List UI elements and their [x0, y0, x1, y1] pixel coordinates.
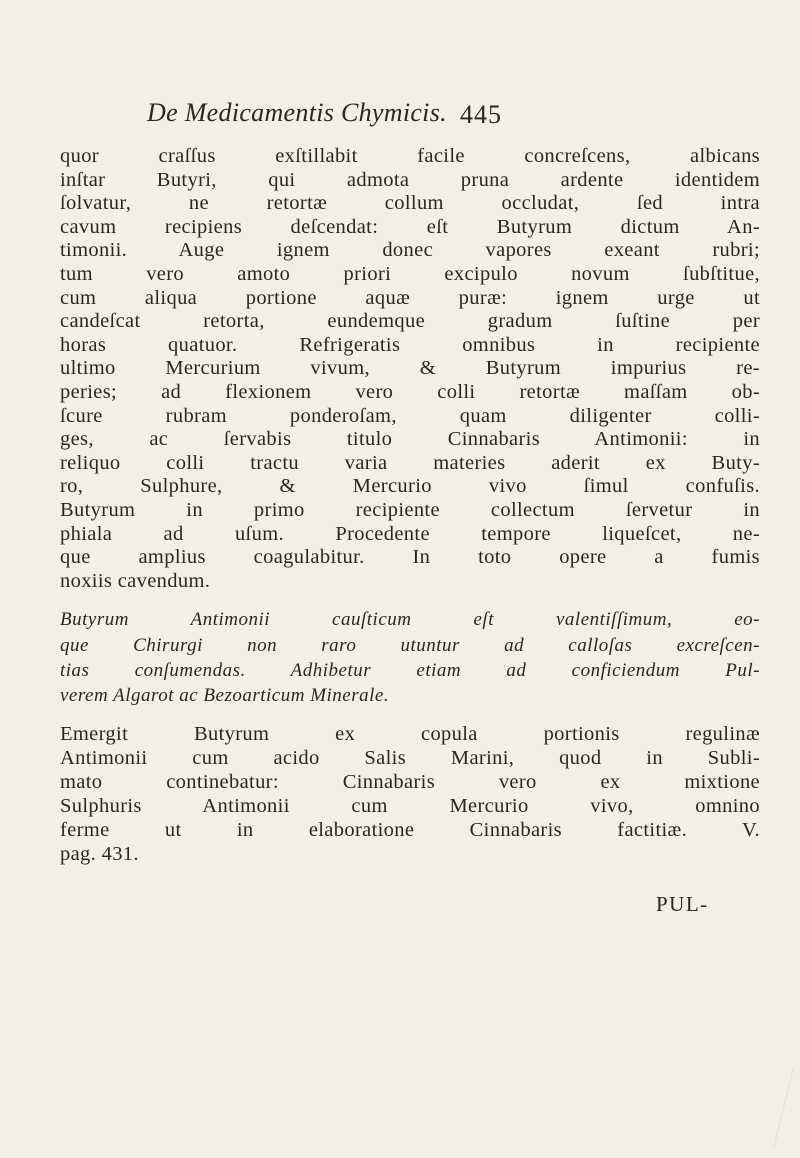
body-text	[60, 145, 775, 866]
text-line: que Chirurgi non raro utuntur ad calloſas excreſcen-	[60, 634, 760, 656]
text-line: verem Algarot ac Bezoarticum Minerale.	[60, 685, 390, 707]
text-line: Emergit Butyrum ex copula portionis regulinæ	[60, 723, 760, 746]
text-line: ſolvatur, ne retortæ collum occludat, ſed intra	[60, 192, 760, 215]
catchword: PUL-	[656, 892, 709, 916]
text-line: Butyrum in primo recipiente collectum ſervetur in	[60, 498, 760, 521]
text-line: Sulphuris Antimonii cum Mercurio vivo, omnino	[60, 795, 760, 818]
text-line: tum vero amoto priori excipulo novum ſubſtitue,	[60, 262, 760, 285]
paragraph-recipe	[60, 145, 775, 593]
text-line: quor craſſus exſtillabit facile concreſcens, albicans	[60, 145, 760, 167]
text-line: Butyrum Antimonii cauſticum eſt valentiſſimum, eo-	[60, 609, 760, 631]
page-number: 445	[460, 100, 502, 129]
text-line: Antimonii cum acido Salis Marini, quod in Subli-	[60, 747, 760, 770]
text-line: mato continebatur: Cinnabaris vero ex mixtione	[60, 771, 760, 794]
text-line: cavum recipiens deſcendat: eſt Butyrum dictum An-	[60, 215, 760, 238]
text-line: ferme ut in elaboratione Cinnabaris factitiæ. V.	[60, 819, 760, 842]
text-line: reliquo colli tractu varia materies aderit ex Buty-	[60, 451, 760, 474]
page-header	[0, 98, 800, 132]
text-line: noxiis cavendum.	[60, 569, 211, 592]
text-line: timonii. Auge ignem donec vapores exeant rubri;	[60, 239, 760, 262]
text-line: que amplius coagulabitur. In toto opere a fumis	[60, 546, 760, 569]
text-line: horas quatuor. Refrigeratis omnibus in recipiente	[60, 333, 760, 356]
text-line: candeſcat retorta, eundemque gradum ſuſtine per	[60, 310, 760, 333]
text-line: ultimo Mercurium vivum, & Butyrum impurius re-	[60, 357, 760, 380]
text-line: phiala ad uſum. Procedente tempore liqueſcet, ne-	[60, 522, 760, 545]
text-line: ges, ac ſervabis titulo Cinnabaris Antimonii: in	[60, 428, 760, 451]
text-line: tias conſumendas. Adhibetur etiam ad conficiendum Pul-	[60, 659, 760, 681]
paragraph-explanation	[60, 722, 775, 866]
running-title: De Medicamentis Chymicis.	[147, 98, 447, 127]
paragraph-usage-italic	[60, 607, 775, 708]
text-line: pag. 431.	[60, 843, 139, 866]
text-line: cum aliqua portione aquæ puræ: ignem urge ut	[60, 286, 760, 309]
text-line: peries; ad flexionem vero colli retortæ maſſam ob-	[60, 380, 760, 403]
text-line: ſcure rubram ponderoſam, quam diligenter colli-	[60, 404, 760, 427]
page-crease	[773, 1068, 800, 1148]
text-line: ro, Sulphure, & Mercurio vivo ſimul confuſis.	[60, 475, 760, 498]
text-line: inſtar Butyri, qui admota pruna ardente identidem	[60, 168, 760, 191]
